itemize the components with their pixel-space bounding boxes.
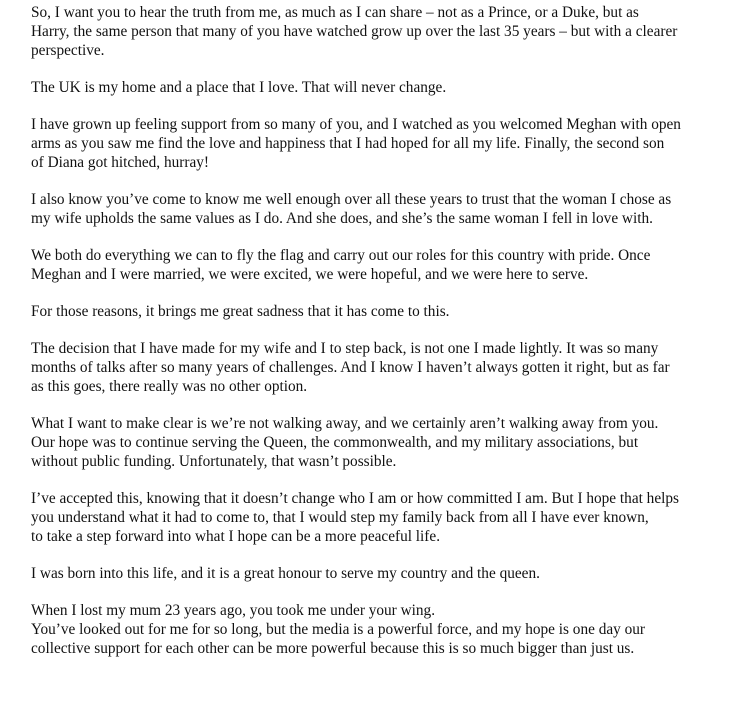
paragraph-6: For those reasons, it brings me great sadness that it has come to this.	[31, 303, 450, 320]
paragraph-7: The decision that I have made for my wife and I to step back, is not one I made lightly. It was so many months of talks after so many years of challenges. And I know I haven’t always gotten it right, but as far as this goes, there really was no other option.	[31, 340, 670, 395]
paragraph-9: I’ve accepted this, knowing that it doesn’t change who I am or how committed I am. But I hope that helps you understand what it had to come to, that I would step my family back from all I have ever known, to take a step forward into what I hope can be a more peaceful life.	[31, 490, 679, 545]
paragraph-10: I was born into this life, and it is a great honour to serve my country and the queen.	[31, 565, 540, 582]
paragraph-5: We both do everything we can to fly the flag and carry out our roles for this country with pride. Once Meghan and I were married, we were excited, we were hopeful, and we were here to serve.	[31, 247, 651, 283]
paragraph-2: The UK is my home and a place that I love. That will never change.	[31, 79, 447, 96]
statement-document	[31, 3, 743, 658]
paragraph-11: When I lost my mum 23 years ago, you took me under your wing. You’ve looked out for me for so long, but the media is a powerful force, and my hope is one day our collective support for each other can be more powerful because this is so much bigger than just us.	[31, 602, 646, 657]
paragraph-1: So, I want you to hear the truth from me, as much as I can share – not as a Prince, or a Duke, but as Harry, the same person that many of you have watched grow up over the last 35 years – but with a clearer perspective.	[31, 4, 678, 59]
paragraph-8: What I want to make clear is we’re not walking away, and we certainly aren’t walking away from you. Our hope was to continue serving the Queen, the commonwealth, and my military associations, but without public funding. Unfortunately, that wasn’t possible.	[31, 415, 659, 470]
paragraph-3: I have grown up feeling support from so many of you, and I watched as you welcomed Meghan with open arms as you saw me find the love and happiness that I had hoped for all my life. Finally, the second son of Diana got hitched, hurray!	[31, 116, 681, 171]
paragraph-4: I also know you’ve come to know me well enough over all these years to trust that the woman I chose as my wife upholds the same values as I do. And she does, and she’s the same woman I fell in love with.	[31, 191, 672, 227]
